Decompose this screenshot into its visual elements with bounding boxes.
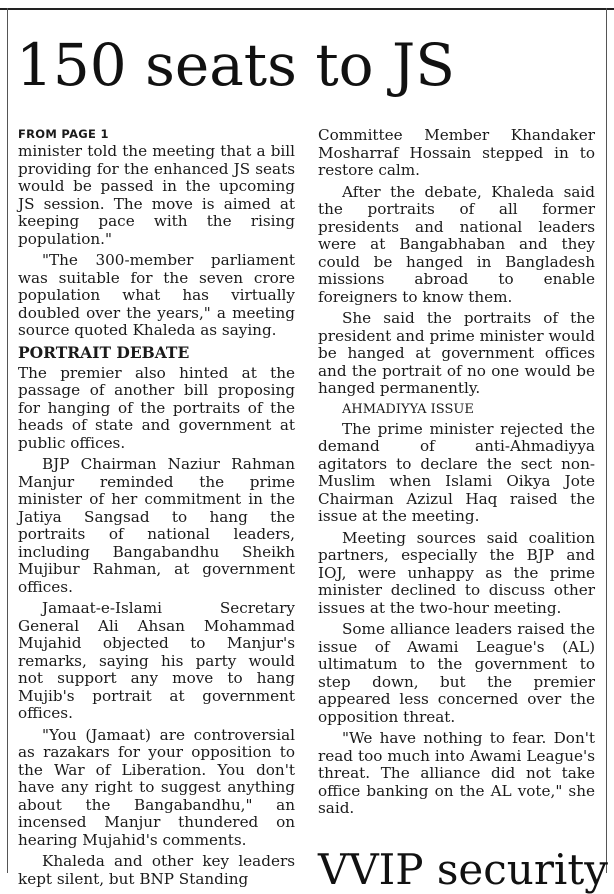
left-border [7,8,8,873]
paragraph: "The 300-member parliament was suitable for the seven crore population what has virtually doubled over the years," a meeting source quoted Khaleda as saying. [18,251,295,339]
paragraph: Committee Member Khandaker Mosharraf Hossain stepped in to restore calm. [318,126,595,179]
top-rule [0,8,614,10]
paragraph: The prime minister rejected the demand of anti-Ahmadiyya agitators to declare the sect non-Muslim when Islami Oikya Jote Chairman Azizul Haq raised the issue at the meeting. [318,419,595,525]
paragraph: minister told the meeting that a bill providing for the enhanced JS seats would be passed in the upcoming JS session. The move is aimed at keeping pace with the rising population." [18,142,295,248]
next-article-headline: VVIP security [318,845,608,894]
paragraph: "You (Jamaat) are controversial as razakars for your opposition to the War of Liberation. You don't have any right to suggest anything about the Bangabandhu," an incensed Manjur thundered on hearing Mujahid's comments. [18,725,295,849]
paragraph: Jamaat-e-Islami Secretary General Ali Ahsan Mohammad Mujahid objected to Manjur's remarks, saying his party would not support any move to hang Mujib's portrait at government offices. [18,599,295,722]
right-border [606,8,607,873]
right-column [318,127,595,822]
from-page-label: FROM PAGE 1 [18,127,109,141]
paragraph: After the debate, Khaleda said the portraits of all former presidents and national leaders were at Bangabhaban and they could be hanged in Bangladesh missions abroad to enable foreigners to know them. [318,182,595,306]
paragraph: Meeting sources said coalition partners, especially the BJP and IOJ, were unhappy as the prime minister declined to discuss other issues at the two-hour meeting. [318,528,595,617]
paragraph: She said the portraits of the president and prime minister would be hanged at government offices and the portrait of no one would be hanged permanently. [318,309,595,397]
subhead-ahmadiyya-issue: AHMADIYYA ISSUE [342,401,474,417]
subhead-portrait-debate: PORTRAIT DEBATE [18,342,190,362]
paragraph: Khaleda and other key leaders kept silent, but BNP Standing [18,852,295,888]
paragraph: "We have nothing to fear. Don't read too much into Awami League's threat. The alliance did not take office banking on the AL vote," she said. [318,729,595,817]
left-column [18,127,295,892]
paragraph: The premier also hinted at the passage of another bill proposing for hanging of the portraits of the heads of state and government at public offices. [18,363,295,452]
article-headline: 150 seats to JS [16,31,455,99]
paragraph: Some alliance leaders raised the issue of Awami League's (AL) ultimatum to the government to step down, but the premier appeared less concerned over the opposition threat. [318,620,595,726]
paragraph: BJP Chairman Naziur Rahman Manjur reminded the prime minister of her commitment in the Jatiya Sangsad to hang the portraits of national leaders, including Bangabandhu Sheikh Mujibur Rahman, at government offices. [18,455,295,596]
